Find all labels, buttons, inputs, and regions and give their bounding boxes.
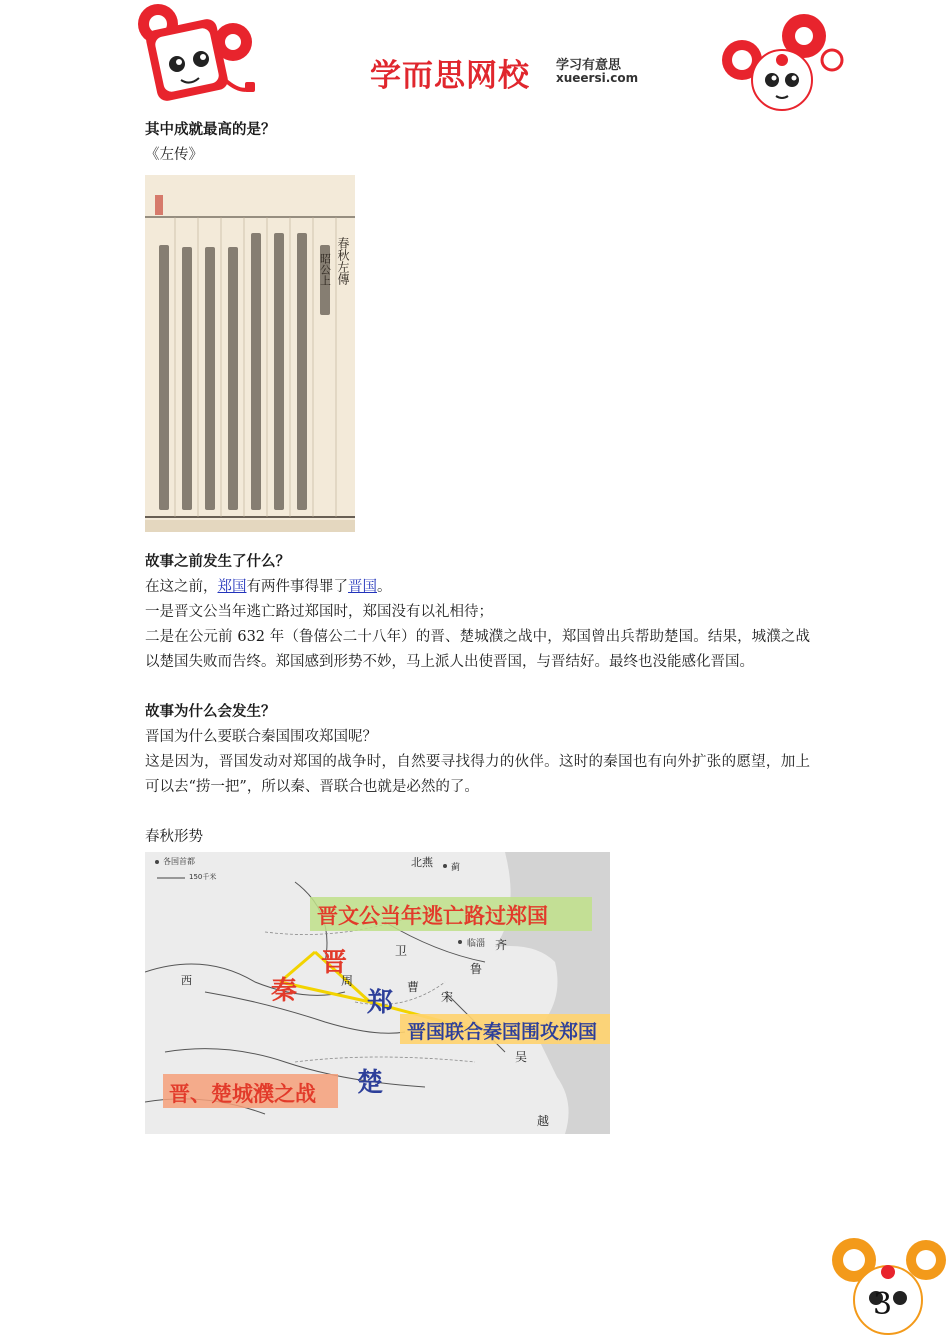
section-heading-before: 故事之前发生了什么？ xyxy=(145,554,290,570)
section-heading-why: 故事为什么会发生？ xyxy=(145,704,276,720)
map-city-ji: 蓟 xyxy=(451,863,461,873)
book-page-illustration xyxy=(145,175,355,532)
map-state-xi: 西 xyxy=(181,974,192,987)
map-state-yan: 北燕 xyxy=(411,856,433,869)
before-text-a: 在这之前， xyxy=(145,579,218,595)
map-caption: 春秋形势 xyxy=(145,829,203,845)
map-banner-chengpu: 晋、楚城濮之战 xyxy=(169,1082,316,1106)
map-banner-exile: 晋文公当年逃亡路过郑国 xyxy=(317,904,548,928)
zuozhuan-book-image xyxy=(145,175,355,532)
link-jin-state[interactable]: 晋国 xyxy=(348,579,377,595)
map-state-song: 宋 xyxy=(441,990,454,1004)
before-line-3: 二是在公元前 632 年（鲁僖公二十八年）的晋、楚城濮之战中，郑国曾出兵帮助楚国。结果，城濮之战以楚国失败而告终。郑国感到形势不妙，马上派人出使晋国，与晋结好。最终也没能感化晋国。 xyxy=(145,629,810,670)
why-answer: 这是因为，晋国发动对郑国的战争时，自然要寻找得力的伙伴。这时的秦国也有向外扩张的愿望，加上可以去“捞一把”，所以秦、晋联合也就是必然的了。 xyxy=(145,754,810,795)
map-state-cao: 曹 xyxy=(407,980,420,994)
map-state-jin: 晋 xyxy=(321,948,348,978)
mascot-bottom xyxy=(828,1228,948,1340)
before-line-2: 一是晋文公当年逃亡路过郑国时，郑国没有以礼相待； xyxy=(145,604,493,620)
map-city-linzi: 临淄 xyxy=(467,939,486,949)
before-text-b: 有两件事得罪了 xyxy=(246,579,348,595)
brand-name: 学而思网校 xyxy=(370,58,530,94)
map-legend-scale: 150千米 xyxy=(189,873,217,881)
section-heading-achievement: 其中成就最高的是？ xyxy=(145,122,276,138)
document-body xyxy=(145,118,810,1134)
map-state-wu: 吴 xyxy=(515,1050,528,1064)
map-state-lu: 鲁 xyxy=(470,962,483,976)
map-state-qi: 齐 xyxy=(495,938,508,952)
map-banner-siege: 晋国联合秦国围攻郑国 xyxy=(407,1021,598,1043)
before-line-1 xyxy=(145,575,810,600)
brand-logo xyxy=(370,50,650,92)
link-zheng-state[interactable]: 郑国 xyxy=(217,579,247,595)
before-text-c: 。 xyxy=(377,579,392,595)
mascot-left xyxy=(133,2,258,110)
page-number: 3 xyxy=(873,1287,893,1322)
map-state-qin: 秦 xyxy=(271,976,298,1006)
book-chapter: 昭公上 xyxy=(318,253,332,286)
map-state-yue: 越 xyxy=(537,1114,550,1128)
achievement-answer: 《左传》 xyxy=(145,147,203,163)
mascot-right xyxy=(720,10,850,115)
map-legend-capital: 各国首都 xyxy=(163,857,195,866)
map-state-zheng: 郑 xyxy=(367,988,394,1018)
book-title: 春秋左傳 xyxy=(336,237,350,285)
spring-autumn-map xyxy=(145,852,610,1134)
why-question: 晋国为什么要联合秦国围攻郑国呢？ xyxy=(145,729,377,745)
map-state-wei: 卫 xyxy=(395,944,408,958)
map-state-chu: 楚 xyxy=(357,1068,384,1098)
brand-slogan: 学习有意思 xyxy=(556,58,622,73)
brand-url: xueersi.com xyxy=(556,71,639,85)
map-state-zhou: 周 xyxy=(341,974,354,988)
